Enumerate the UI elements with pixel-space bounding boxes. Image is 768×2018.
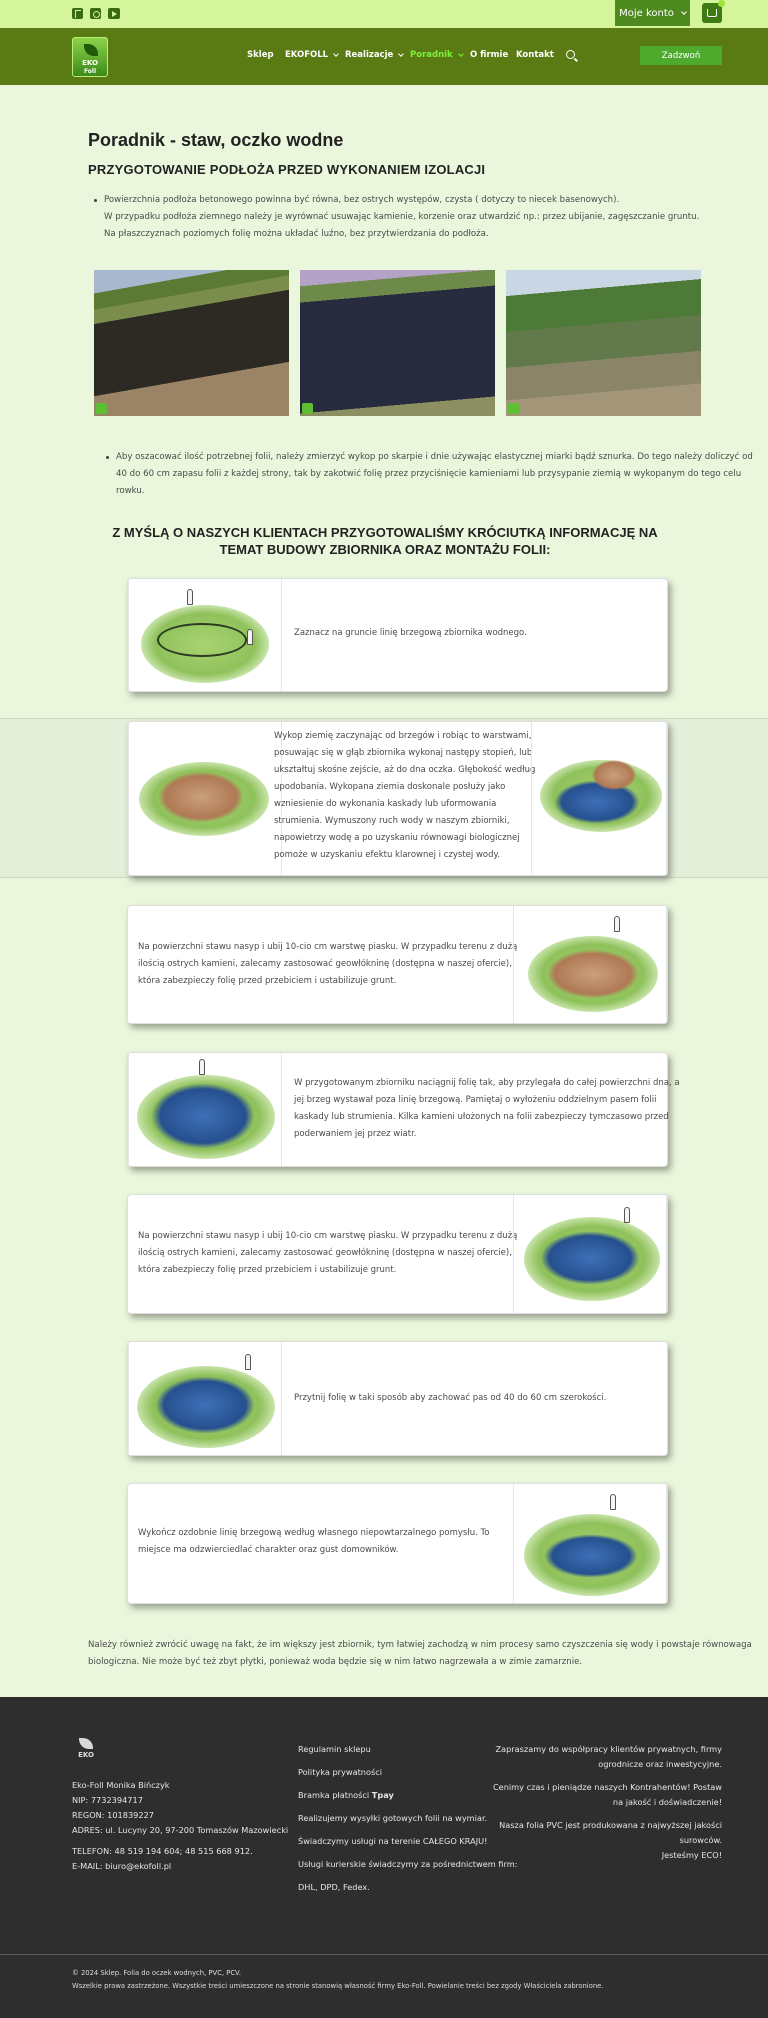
bullet-line: Aby oszacować ilość potrzebnej folii, należy zmierzyć wykop po skarpie i dnie używając elastycznej miarki bądź sznurka. Do tego należy doliczyć od bbox=[116, 452, 753, 462]
bullet-line: Powierzchnia podłoża betonowego powinna być równa, bez ostrych występów, czysta ( dotyczy to niecek basenowych). bbox=[104, 195, 620, 205]
closing-line: Należy również zwrócić uwagę na fakt, że im większy jest zbiornik, tym łatwiej zachodzą w nim procesy samo czyszczenia się wody i powstaje równowaga bbox=[88, 1640, 752, 1650]
closing-line: biologiczna. Nie może być też zbyt płytki, ponieważ woda będzie się w nim łatwo nagrzewała a w zimie zamarznie. bbox=[88, 1657, 583, 1667]
nav-item-label: Poradnik bbox=[410, 50, 453, 60]
step-text-line: napowietrzy wodę a po uzyskaniu równowagi biologicznej bbox=[274, 833, 520, 843]
step-text-line: posuwając się w głąb zbiornika wykonaj następy stopień, lub bbox=[274, 748, 533, 758]
footer-info-coverage: Świadczymy usługi na terenie CAŁEGO KRAJU! bbox=[298, 1836, 488, 1846]
step-illustration-finished-pond bbox=[513, 1484, 667, 1603]
step-card-3 bbox=[127, 905, 668, 1024]
chevron-down-icon bbox=[458, 51, 464, 57]
footer-info-couriers: Usługi kurierskie świadczymy za pośrednictwem firm: bbox=[298, 1859, 518, 1869]
chevron-down-icon bbox=[681, 9, 687, 15]
nav-item-poradnik[interactable] bbox=[410, 50, 463, 60]
nav-item-sklep[interactable] bbox=[247, 50, 274, 60]
nav-item-label: EKOFOLL bbox=[285, 50, 329, 60]
company-phone: TELEFON: 48 519 194 604; 48 515 668 912. bbox=[72, 1846, 253, 1856]
bullet-line: Na płaszczyznach poziomych folię można układać luźno, bez przytwierdzania do podłoża. bbox=[104, 229, 489, 239]
step-text-line: Zaznacz na gruncie linię brzegową zbiornika wodnego. bbox=[294, 628, 527, 638]
step-text-line: Na powierzchni stawu nasyp i ubij 10-cio cm warstwę piasku. W przypadku terenu z dużą bbox=[138, 942, 518, 952]
facebook-icon[interactable] bbox=[72, 8, 83, 19]
step-text-line: ukształtuj skośne zejście, aż do dna oczka. Głębokość według bbox=[274, 765, 536, 775]
step-text-line: pomoże w uzyskaniu efektu klarownej i czystej wody. bbox=[274, 850, 501, 860]
info-heading-line: TEMAT BUDOWY ZBIORNIKA ORAZ MONTAŻU FOLII: bbox=[219, 542, 551, 557]
company-regon: REGON: 101839227 bbox=[72, 1810, 155, 1820]
footer-info-shipping: Realizujemy wysyłki gotowych folii na wymiar. bbox=[298, 1813, 488, 1823]
footer-company-info bbox=[72, 1778, 288, 1874]
step-illustration-waterfall bbox=[531, 722, 667, 875]
step-text-line: upodobania. Wykopana ziemia doskonale posłuży jako bbox=[274, 782, 506, 792]
step-text bbox=[274, 728, 535, 864]
cart-badge bbox=[718, 0, 725, 7]
step-illustration-outline bbox=[128, 579, 282, 691]
step-card-4 bbox=[127, 1052, 680, 1167]
chevron-down-icon bbox=[398, 51, 404, 57]
bullet-dot bbox=[106, 456, 109, 459]
footer-divider bbox=[0, 1954, 768, 1955]
chevron-down-icon bbox=[333, 51, 339, 57]
footer-logo-text: EKO bbox=[78, 1751, 94, 1759]
step-text-line: Na powierzchni stawu nasyp i ubij 10-cio cm warstwę piasku. W przypadku terenu z dużą bbox=[138, 1231, 518, 1241]
step-text bbox=[138, 1525, 490, 1559]
top-bar bbox=[0, 0, 768, 28]
step-text-line: kaskady lub strumienia. Kilka kamieni ułożonych na folii zabezpieczy tymczasowo przed bbox=[294, 1112, 669, 1122]
logo-text: EKO bbox=[82, 59, 98, 67]
nav-item-kontakt[interactable] bbox=[516, 50, 554, 60]
step-illustration-sand-layer bbox=[513, 906, 667, 1023]
nav-item-label: Sklep bbox=[247, 50, 274, 60]
step-card-1 bbox=[127, 578, 668, 692]
step-card-5 bbox=[127, 1194, 668, 1314]
step-text-line: wzniesienie do wykonania kaskady lub uformowania bbox=[274, 799, 497, 809]
step-text-line: jej brzeg wystawał poza linię brzegową. Pamiętaj o wyłożeniu oddzielnym pasem folii bbox=[294, 1095, 657, 1105]
about-line: Cenimy czas i pieniądze naszych Kontrahentów! Postaw bbox=[492, 1782, 722, 1792]
about-line: Zapraszamy do współpracy klientów prywatnych, firmy bbox=[495, 1744, 722, 1754]
about-line: Nasza folia PVC jest produkowana z najwyższej jakości bbox=[499, 1820, 722, 1830]
step-text-line: która zabezpieczy folię przed przebiciem i ustabilizuje grunt. bbox=[138, 1265, 397, 1275]
step-illustration-liner bbox=[128, 1053, 282, 1166]
closing-paragraph bbox=[88, 1637, 752, 1671]
construction-photo-excavation bbox=[94, 270, 289, 416]
step-text bbox=[294, 1075, 680, 1143]
step-text-line: Przytnij folię w taki sposób aby zachować pas od 40 do 60 cm szerokości. bbox=[294, 1393, 607, 1403]
leaf-icon bbox=[79, 1738, 93, 1749]
about-line: surowców. bbox=[679, 1835, 722, 1845]
footer-logo[interactable] bbox=[72, 1738, 100, 1764]
nav-item-o-firmie[interactable] bbox=[470, 50, 508, 60]
bullet-line: rowku. bbox=[116, 486, 145, 496]
cart-icon bbox=[707, 9, 717, 17]
company-address: ADRES: ul. Lucyny 20, 97-200 Tomaszów Mazowiecki bbox=[72, 1825, 289, 1835]
account-menu-button[interactable] bbox=[615, 0, 690, 26]
step-text-line: ilością ostrych kamieni, zalecamy zastosować geowłókninę (dostępna w naszej ofercie), bbox=[138, 959, 512, 969]
footer-copyright bbox=[72, 1967, 604, 1993]
search-icon[interactable] bbox=[566, 50, 575, 59]
payment-label: Bramka płatności bbox=[298, 1790, 370, 1800]
step-text-line: strumienia. Wymuszony ruch wody w naszym zbiorniki, bbox=[274, 816, 510, 826]
estimation-bullet bbox=[116, 449, 753, 500]
leaf-icon bbox=[84, 44, 98, 56]
company-nip: NIP: 7732394717 bbox=[72, 1795, 143, 1805]
account-label: Moje konto bbox=[619, 7, 674, 19]
nav-item-ekofoll[interactable] bbox=[285, 50, 338, 60]
footer-link-regulamin[interactable]: Regulamin sklepu bbox=[298, 1744, 371, 1754]
company-email[interactable]: E-MAIL: biuro@ekofoll.pl bbox=[72, 1861, 172, 1871]
page-title: Poradnik - staw, oczko wodne bbox=[88, 130, 344, 150]
logo-subtext: Foll bbox=[83, 68, 97, 75]
nav-item-label: Realizacje bbox=[345, 50, 394, 60]
cart-button[interactable] bbox=[702, 3, 722, 23]
step-card-6 bbox=[127, 1341, 668, 1456]
footer-link-privacy[interactable]: Polityka prywatności bbox=[298, 1767, 383, 1777]
footer-about-paragraph bbox=[492, 1742, 722, 1772]
about-line: Jesteśmy ECO! bbox=[661, 1850, 722, 1860]
bullet-dot bbox=[94, 199, 97, 202]
footer-link-payment[interactable] bbox=[298, 1788, 517, 1803]
step-text bbox=[138, 1228, 517, 1279]
company-name: Eko-Foll Monika Bińczyk bbox=[72, 1780, 170, 1790]
step-text-line: miejsce ma odzwierciedlać charakter oraz gust domowników. bbox=[138, 1545, 399, 1555]
payment-provider: Tpay bbox=[371, 1790, 394, 1800]
site-logo[interactable] bbox=[72, 37, 108, 77]
construction-photo-filled-pond bbox=[506, 270, 701, 416]
nav-item-label: O firmie bbox=[470, 50, 509, 60]
step-text-line: Wykończ ozdobnie linię brzegową według własnego niepowtarzalnego pomysłu. To bbox=[138, 1528, 490, 1538]
footer-about-paragraph bbox=[492, 1818, 722, 1863]
info-heading bbox=[90, 524, 680, 558]
about-line: ogrodnicze oraz inwestycyjne. bbox=[598, 1759, 722, 1769]
section-title: PRZYGOTOWANIE PODŁOŻA PRZED WYKONANIEM IZOLACJI bbox=[88, 162, 486, 177]
step-illustration-trimming bbox=[128, 1342, 282, 1455]
step-card-7 bbox=[127, 1483, 668, 1604]
step-illustration-filling bbox=[513, 1195, 667, 1313]
construction-photo-liner bbox=[300, 270, 495, 416]
footer-links bbox=[298, 1742, 517, 1903]
info-heading-line: Z MYŚLĄ O NASZYCH KLIENTACH PRZYGOTOWALIŚMY KRÓCIUTKĄ INFORMACJĘ NA bbox=[112, 525, 658, 540]
copyright-text: © 2024 Sklep. Folia do oczek wodnych, PVC, PCV. bbox=[72, 1969, 241, 1977]
step-text-line: ilością ostrych kamieni, zalecamy zastosować geowłókninę (dostępna w naszej ofercie), bbox=[138, 1248, 512, 1258]
nav-item-label: Kontakt bbox=[516, 50, 554, 60]
preparation-bullet bbox=[104, 192, 704, 243]
step-text bbox=[138, 939, 517, 990]
step-text-line: która zabezpieczy folię przed przebiciem i ustabilizuje grunt. bbox=[138, 976, 397, 986]
call-button[interactable]: Zadzwoń bbox=[640, 46, 722, 65]
nav-item-realizacje[interactable] bbox=[345, 50, 403, 60]
step-card-2 bbox=[127, 721, 668, 876]
step-text-line: W przygotowanym zbiorniku naciągnij folię tak, aby przylegała do całej powierzchni dna, a bbox=[294, 1078, 680, 1088]
step-text bbox=[294, 625, 527, 642]
step-text-line: Wykop ziemię zaczynając od brzegów i robiąc to warstwami, bbox=[274, 731, 532, 741]
about-line: na jakość i doświadczenie! bbox=[612, 1797, 722, 1807]
footer-about-paragraph bbox=[492, 1780, 722, 1810]
footer-about bbox=[492, 1742, 722, 1871]
youtube-icon[interactable] bbox=[108, 8, 120, 19]
step-text bbox=[294, 1390, 606, 1407]
step-illustration-digging bbox=[128, 722, 282, 875]
footer-info-courier-list: DHL, DPD, Fedex. bbox=[298, 1882, 370, 1892]
step-text-line: poderwaniem jej przez wiatr. bbox=[294, 1129, 417, 1139]
bullet-line: 40 do 60 cm zapasu folii z każdej strony, tak by zakotwić folię przez przyciśnięcie kamieniami lub przysypanie ziemią w wykopanym do tego celu bbox=[116, 469, 742, 479]
rights-text: Wszelkie prawa zastrzeżone. Wszystkie treści umieszczone na stronie stanowią własność firmy Eko-Foll. Powielanie treści bez zgody Właściciela zabronione. bbox=[72, 1982, 604, 1990]
bullet-line: W przypadku podłoża ziemnego należy je wyrównać usuwając kamienie, korzenie oraz utwardzić np.: przez ubijanie, zagęszczanie gruntu. bbox=[104, 212, 700, 222]
instagram-icon[interactable] bbox=[90, 8, 101, 19]
